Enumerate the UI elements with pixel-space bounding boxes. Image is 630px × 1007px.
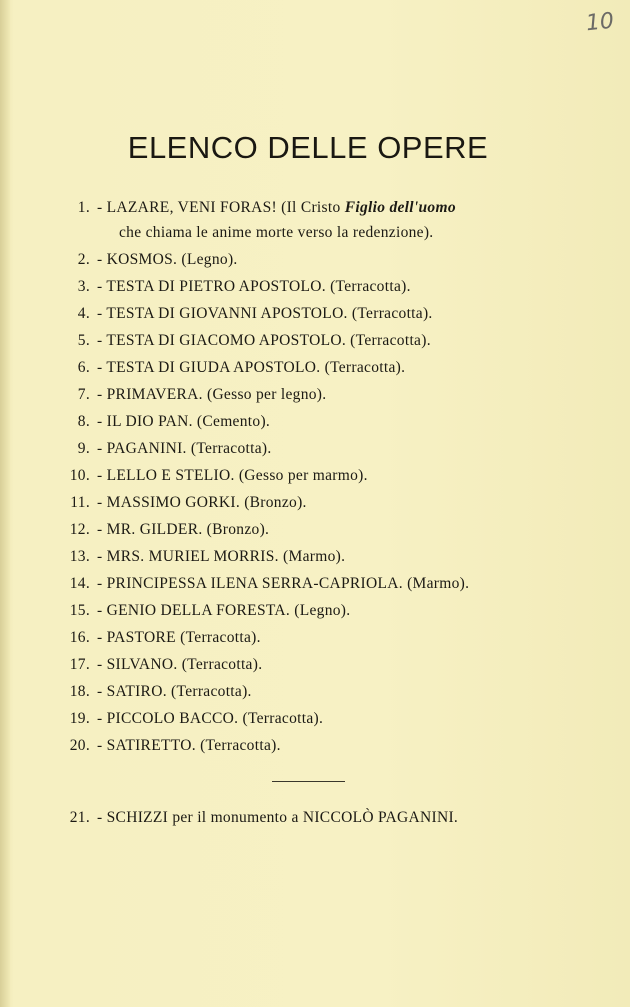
item-text: - PRIMAVERA. (Gesso per legno). <box>97 386 327 403</box>
item-emphasis: Figlio dell'uomo <box>344 199 456 216</box>
list-item <box>0 278 630 304</box>
item-number: 13. <box>69 548 90 565</box>
list-item <box>0 629 630 655</box>
list-item <box>0 359 630 385</box>
list-item <box>0 332 630 358</box>
item-number: 6. <box>77 359 90 376</box>
list-item <box>0 683 630 709</box>
list-item <box>0 199 630 225</box>
item-text: - SATIRO. (Terracotta). <box>97 683 252 700</box>
item-number: 11. <box>70 494 90 511</box>
item-text: - SATIRETTO. (Terracotta). <box>97 737 281 754</box>
item-text: - PRINCIPESSA ILENA SERRA-CAPRIOLA. (Marmo). <box>97 575 470 592</box>
item-text: - IL DIO PAN. (Cemento). <box>97 413 271 430</box>
item-text: - PICCOLO BACCO. (Terracotta). <box>97 710 324 727</box>
list-item <box>0 440 630 466</box>
item-text: - SCHIZZI per il monumento a NICCOLÒ PAGANINI. <box>97 809 459 826</box>
item-number: 2. <box>77 251 90 268</box>
list-item <box>0 656 630 682</box>
page-title: ELENCO DELLE OPERE <box>127 130 489 165</box>
item-text: - TESTA DI GIACOMO APOSTOLO. (Terracotta). <box>97 332 431 349</box>
item-number: 9. <box>77 440 90 457</box>
item-number: 12. <box>69 521 90 538</box>
item-text: - GENIO DELLA FORESTA. (Legno). <box>97 602 351 619</box>
item-number: 5. <box>77 332 90 349</box>
list-item <box>0 737 630 763</box>
list-item <box>0 548 630 574</box>
item-number: 18. <box>69 683 90 700</box>
item-number: 21. <box>69 809 90 826</box>
list-item <box>0 467 630 493</box>
separator-line <box>272 781 345 782</box>
item-text: - SILVANO. (Terracotta). <box>97 656 263 673</box>
item-text: - TESTA DI PIETRO APOSTOLO. (Terracotta). <box>97 278 411 295</box>
list-item-final <box>0 809 630 835</box>
list-item <box>0 251 630 277</box>
item-text: - MASSIMO GORKI. (Bronzo). <box>97 494 307 511</box>
list-item <box>0 602 630 628</box>
list-item <box>0 494 630 520</box>
item-number: 10. <box>69 467 90 484</box>
list-item <box>0 413 630 439</box>
list-item <box>0 521 630 547</box>
list-item <box>0 575 630 601</box>
page-number: 10 <box>584 8 616 37</box>
list-item <box>0 305 630 331</box>
item-text: - MRS. MURIEL MORRIS. (Marmo). <box>97 548 346 565</box>
list-item-continuation <box>0 224 630 250</box>
item-number: 20. <box>69 737 90 754</box>
item-text: - PAGANINI. (Terracotta). <box>97 440 272 457</box>
item-text-continuation: che chiama le anime morte verso la redenzione). <box>119 224 434 241</box>
item-text: - LAZARE, VENI FORAS! (Il Cristo <box>97 199 345 216</box>
list-item <box>0 710 630 736</box>
item-number: 1. <box>77 199 90 216</box>
item-text: - PASTORE (Terracotta). <box>97 629 261 646</box>
item-number: 3. <box>77 278 90 295</box>
item-number: 8. <box>77 413 90 430</box>
list-item <box>0 386 630 412</box>
item-text: - MR. GILDER. (Bronzo). <box>97 521 270 538</box>
item-text: - LELLO E STELIO. (Gesso per marmo). <box>97 467 368 484</box>
item-number: 7. <box>77 386 90 403</box>
item-number: 15. <box>69 602 90 619</box>
item-text: - TESTA DI GIOVANNI APOSTOLO. (Terracotta). <box>97 305 433 322</box>
item-text: - KOSMOS. (Legno). <box>97 251 238 268</box>
item-text: - TESTA DI GIUDA APOSTOLO. (Terracotta). <box>97 359 406 376</box>
item-number: 19. <box>69 710 90 727</box>
item-number: 17. <box>69 656 90 673</box>
item-number: 16. <box>69 629 90 646</box>
item-number: 4. <box>77 305 90 322</box>
item-number: 14. <box>69 575 90 592</box>
